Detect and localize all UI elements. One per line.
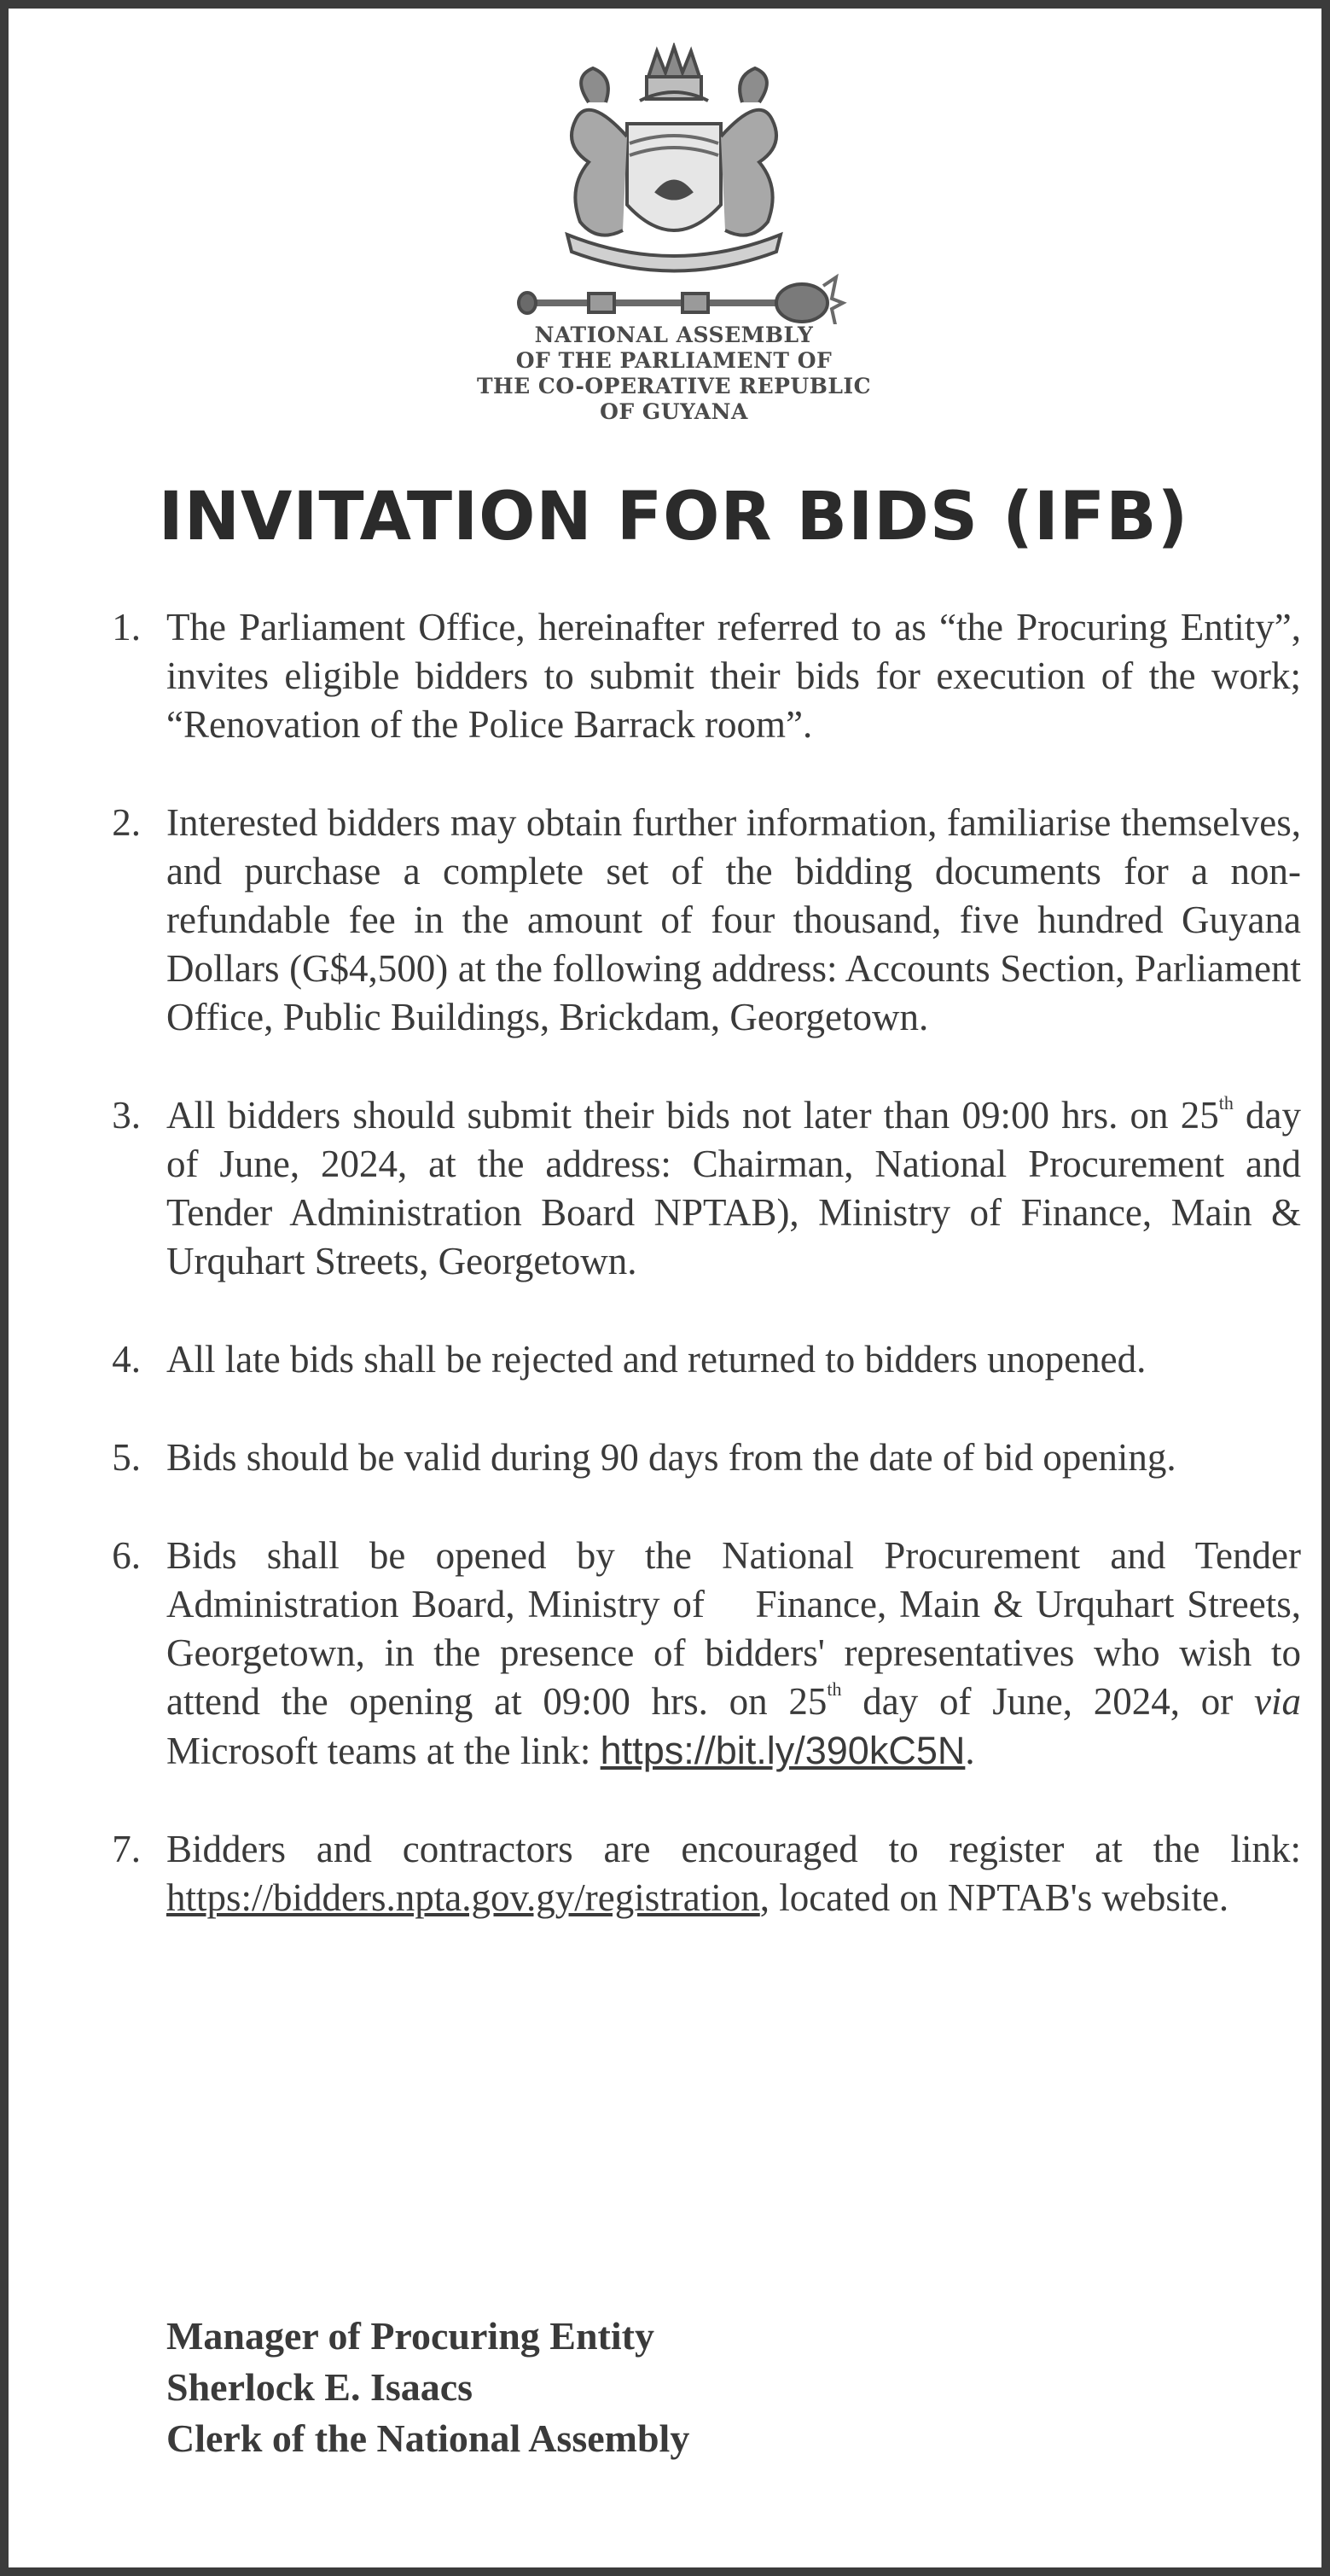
signoff-block bbox=[166, 2311, 689, 2464]
list-item bbox=[90, 799, 1301, 1042]
national-assembly-name bbox=[392, 323, 955, 425]
list-item bbox=[90, 1335, 1301, 1384]
list-item bbox=[90, 1433, 1301, 1482]
teams-meeting-link[interactable]: https://bit.ly/390kC5N bbox=[600, 1729, 966, 1772]
item-text: Bids should be valid during 90 days from the date of bid opening. bbox=[166, 1436, 1176, 1479]
item-number: 5 . bbox=[90, 1433, 141, 1482]
assembly-line-3: THE CO-OPERATIVE REPUBLIC bbox=[476, 374, 872, 398]
coat-of-arms-icon bbox=[486, 43, 862, 324]
item-text-teams: Microsoft teams at the link: bbox=[166, 1730, 601, 1772]
list-item bbox=[90, 1091, 1301, 1286]
item-text-continued: , located on NPTAB's website. bbox=[759, 1876, 1229, 1919]
item-text: All bidders should submit their bids not later than 09:00 hrs. on 25 bbox=[166, 1094, 1219, 1137]
item-text-continued: day of June, 2024, or bbox=[841, 1680, 1255, 1723]
list-item bbox=[90, 1825, 1301, 1922]
signoff-title: Clerk of the National Assembly bbox=[166, 2416, 690, 2460]
item-text-end: . bbox=[965, 1730, 975, 1772]
notice-title: INVITATION FOR BIDS (IFB) bbox=[158, 479, 1189, 555]
ordinal-suffix: th bbox=[827, 1678, 842, 1700]
ordinal-suffix: th bbox=[1218, 1092, 1234, 1114]
list-item bbox=[90, 1532, 1301, 1776]
item-text: The Parliament Office, hereinafter referred to as “the Procuring Entity”, invites eligible bidders to submit their bids for execution of the work; “Renovation of the Police Barrack room”. bbox=[166, 606, 1301, 746]
assembly-line-1: NATIONAL ASSEMBLY bbox=[534, 323, 814, 347]
signoff-role: Manager of Procuring Entity bbox=[166, 2314, 654, 2358]
item-number: 6 . bbox=[90, 1532, 141, 1580]
item-number: 7 . bbox=[90, 1825, 141, 1874]
item-number: 4 . bbox=[90, 1335, 141, 1384]
item-text: Bidders and contractors are encouraged to register at the link: bbox=[166, 1828, 1301, 1870]
registration-link[interactable]: https://bidders.npta.gov.gy/registration bbox=[166, 1876, 760, 1919]
bid-items-list bbox=[90, 603, 1301, 1972]
item-number: 3 . bbox=[90, 1091, 141, 1140]
item-text-continued: day of June, 2024, at the address: Chairman, National Procurement and Tender Administration Board NPTAB), Ministry of Finance, Main & Urquhart Streets, Georgetown. bbox=[166, 1094, 1301, 1282]
item-number: 1 . bbox=[90, 603, 141, 652]
item-number: 2 . bbox=[90, 799, 141, 847]
item-text: All late bids shall be rejected and returned to bidders unopened. bbox=[166, 1338, 1147, 1381]
italic-via: via bbox=[1254, 1680, 1301, 1723]
signoff-name: Sherlock E. Isaacs bbox=[166, 2365, 473, 2409]
item-text: Bids shall be opened by the National Procurement and Tender Administration Board, Ministry of Finance, Main & Urquhart Streets, Georgetown, in the presence of bidders' representatives who wish to attend the opening at 09:00 hrs. on 25 bbox=[166, 1534, 1301, 1723]
item-text: Interested bidders may obtain further information, familiarise themselves, and purchase a complete set of the bidding documents for a non-refundable fee in the amount of four thousand, five hundred Guyana Dollars (G$4,500) at the following address: Accounts Section, Parliament Office, Public Buildings, Brickdam, Georgetown. bbox=[166, 801, 1301, 1038]
assembly-line-4: OF GUYANA bbox=[600, 399, 748, 424]
assembly-line-2: OF THE PARLIAMENT OF bbox=[515, 348, 833, 373]
list-item bbox=[90, 603, 1301, 749]
